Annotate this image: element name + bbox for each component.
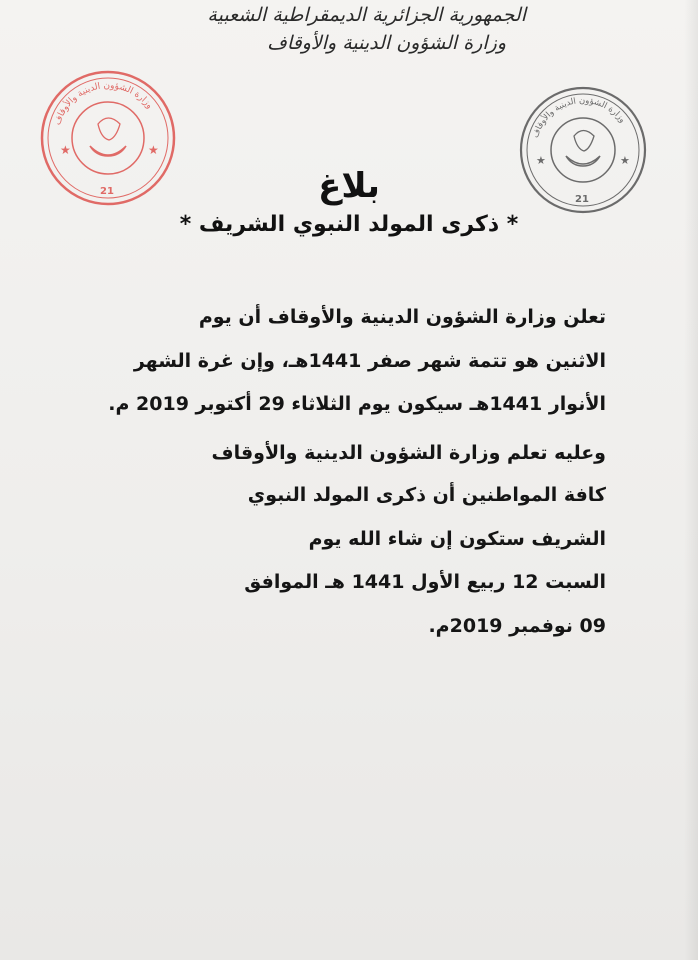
svg-text:21: 21 [575, 194, 589, 205]
svg-text:★: ★ [148, 143, 159, 157]
body-line: 09 نوفمبر 2019م. [428, 615, 606, 637]
svg-text:★: ★ [536, 154, 546, 167]
svg-text:★: ★ [620, 154, 630, 167]
header-country-name: الجمهورية الجزائرية الديمقراطية الشعبية [207, 4, 526, 26]
body-line: كافة المواطنين أن ذكرى المولد النبوي [247, 484, 606, 506]
body-line: الأنوار 1441هـ سيكون يوم الثلاثاء 29 أكتوبر 2019 م. [108, 393, 606, 415]
body-line: الشريف ستكون إن شاء الله يوم [308, 528, 606, 550]
body-line: الاثنين هو تتمة شهر صفر 1441هـ، وإن غرة الشهر [133, 350, 606, 372]
page-edge-shadow [684, 0, 698, 960]
body-line: تعلن وزارة الشؤون الدينية والأوقاف أن يوم [198, 306, 606, 328]
document-title: بلاغ [318, 166, 380, 206]
header-ministry-name: وزارة الشؤون الدينية والأوقاف [267, 32, 506, 54]
svg-text:21: 21 [100, 186, 114, 197]
document-subtitle: * ذكرى المولد النبوي الشريف * [179, 212, 519, 237]
body-line: وعليه تعلم وزارة الشؤون الدينية والأوقاف [211, 442, 606, 464]
svg-text:★: ★ [60, 143, 71, 157]
body-line: السبت 12 ربيع الأول 1441 هـ الموافق [244, 571, 606, 593]
svg-text:وزارة الشؤون الدينية والأوقاف: وزارة الشؤون الدينية والأوقاف [530, 95, 628, 140]
svg-text:وزارة الشؤون الدينية والأوقاف: وزارة الشؤون الدينية والأوقاف [52, 80, 155, 127]
